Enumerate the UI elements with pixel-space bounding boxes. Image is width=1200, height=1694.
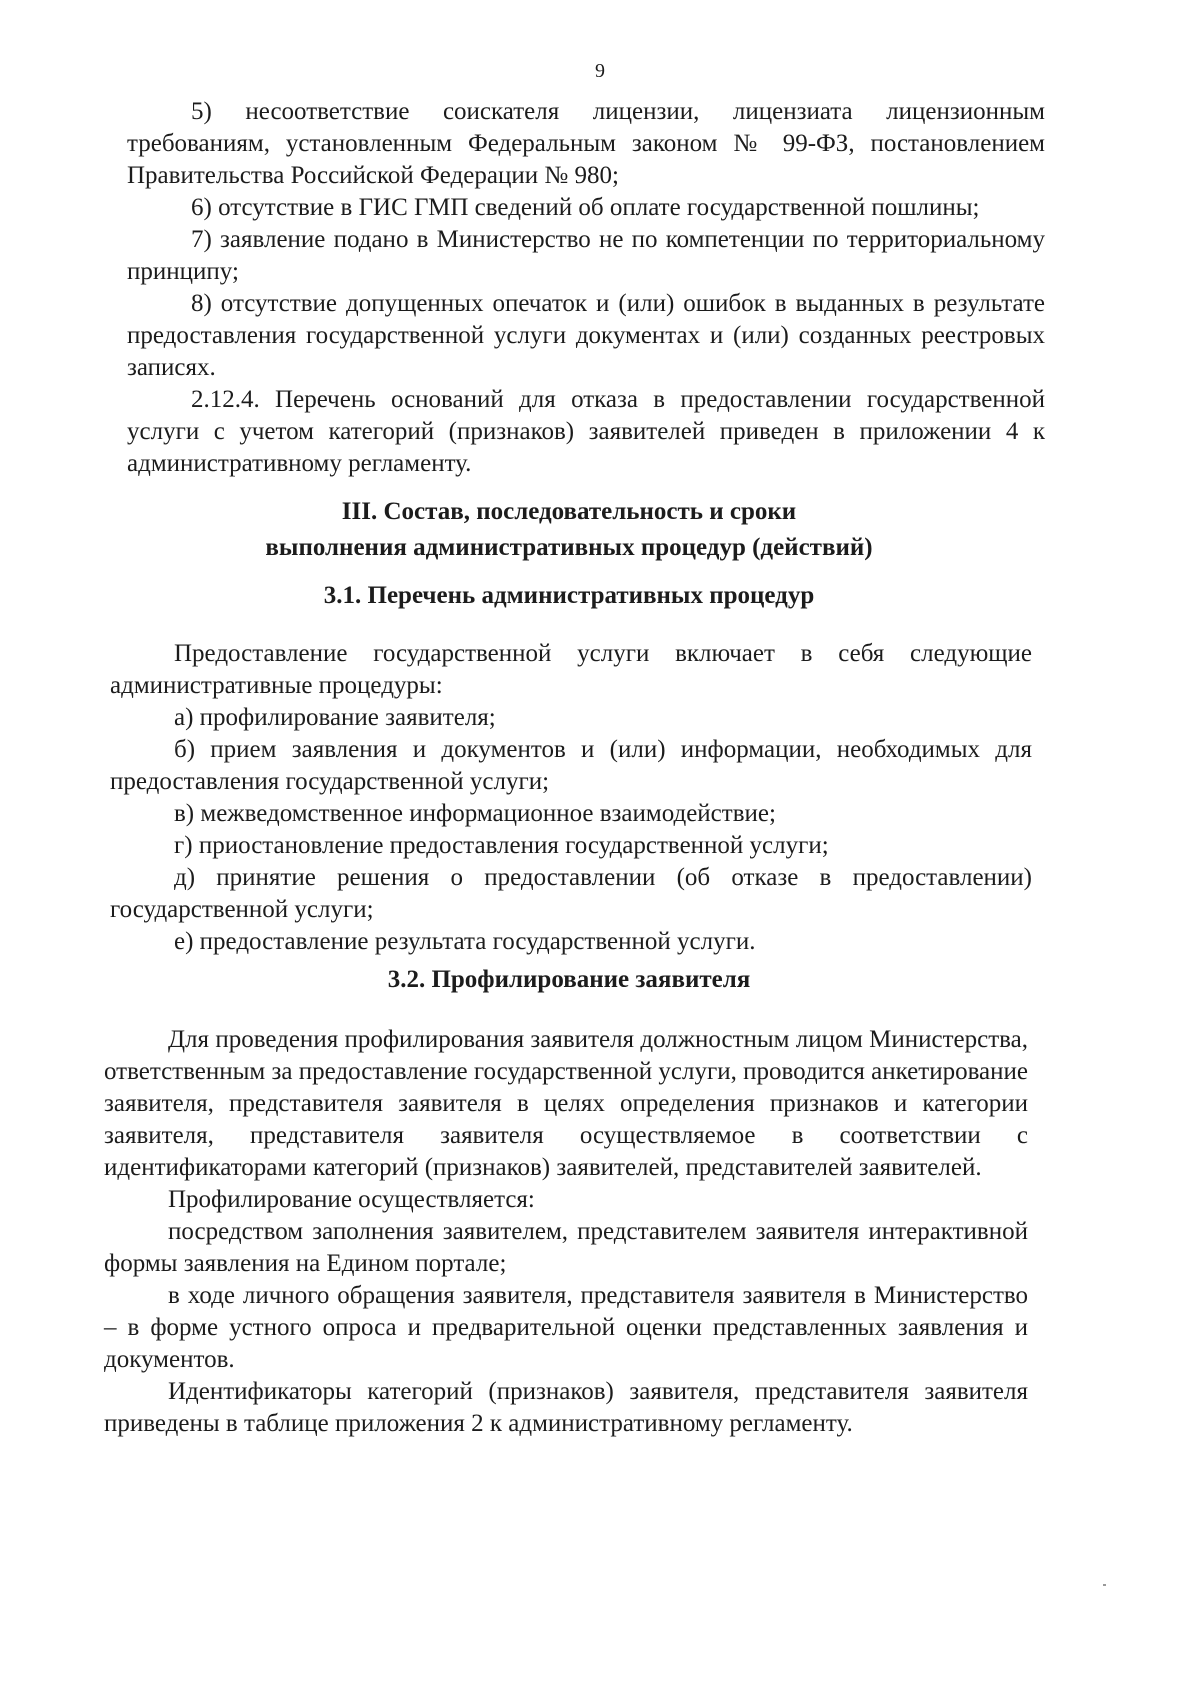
subsection-3-1-heading: 3.1. Перечень административных процедур (323, 582, 815, 609)
paragraph: Профилирование осуществляется: (168, 1186, 535, 1213)
paragraph: Идентификаторы категорий (признаков) заявителя, представителя заявителя приведены в таблице приложения 2 к административному регламенту. (104, 1378, 1028, 1437)
intro-paragraph: Предоставление государственной услуги включает в себя следующие административные процедуры: (110, 640, 1032, 699)
procedures-list (110, 638, 1032, 958)
paragraph: Для проведения профилирования заявителя должностным лицом Министерства, ответственным за предоставление государственной услуги, проводится анкетирование заявителя, представителя заявителя в целях определения признаков и категории заявителя, представителя заявителя осуществляемое в соответствии с идентификаторами категорий (признаков) заявителей, представителей заявителей. (104, 1026, 1028, 1181)
scan-speck (1103, 1584, 1106, 1586)
subsection-3-2-heading: 3.2. Профилирование заявителя (387, 966, 751, 993)
list-item: 5) несоответствие соискателя лицензии, лицензиата лицензионным требованиям, установленным Федеральным законом № 99-ФЗ, постановлением Правительства Российской Федерации № 980; (127, 98, 1045, 189)
section-3-heading-line2: выполнения административных процедур (действий) (265, 534, 873, 561)
list-item: е) предоставление результата государственной услуги. (174, 928, 756, 955)
list-item: 6) отсутствие в ГИС ГМП сведений об оплате государственной пошлины; (191, 194, 980, 221)
paragraph: в ходе личного обращения заявителя, представителя заявителя в Министерство – в форме устного опроса и предварительной оценки представленных заявления и документов. (104, 1282, 1028, 1373)
profiling-text (104, 1024, 1028, 1440)
page-number: 9 (595, 60, 605, 82)
list-item: д) принятие решения о предоставлении (об отказе в предоставлении) государственной услуги; (110, 864, 1032, 923)
list-item: в) межведомственное информационное взаимодействие; (174, 800, 776, 827)
section-3-heading (110, 494, 1028, 566)
list-item: 7) заявление подано в Министерство не по компетенции по территориальному принципу; (127, 226, 1045, 285)
list-item: г) приостановление предоставления государственной услуги; (174, 832, 829, 859)
list-item: а) профилирование заявителя; (174, 704, 496, 731)
grounds-list (127, 96, 1045, 480)
list-item: 8) отсутствие допущенных опечаток и (или) ошибок в выданных в результате предоставления государственной услуги документах и (или) созданных реестровых записях. (127, 290, 1045, 381)
section-3-heading-line1: III. Состав, последовательность и сроки (341, 498, 797, 525)
paragraph-2-12-4: 2.12.4. Перечень оснований для отказа в предоставлении государственной услуги с учетом категорий (признаков) заявителей приведен в приложении 4 к административному регламенту. (127, 386, 1045, 477)
list-item: б) прием заявления и документов и (или) информации, необходимых для предоставления государственной услуги; (110, 736, 1032, 795)
paragraph: посредством заполнения заявителем, представителем заявителя интерактивной формы заявления на Едином портале; (104, 1218, 1028, 1277)
